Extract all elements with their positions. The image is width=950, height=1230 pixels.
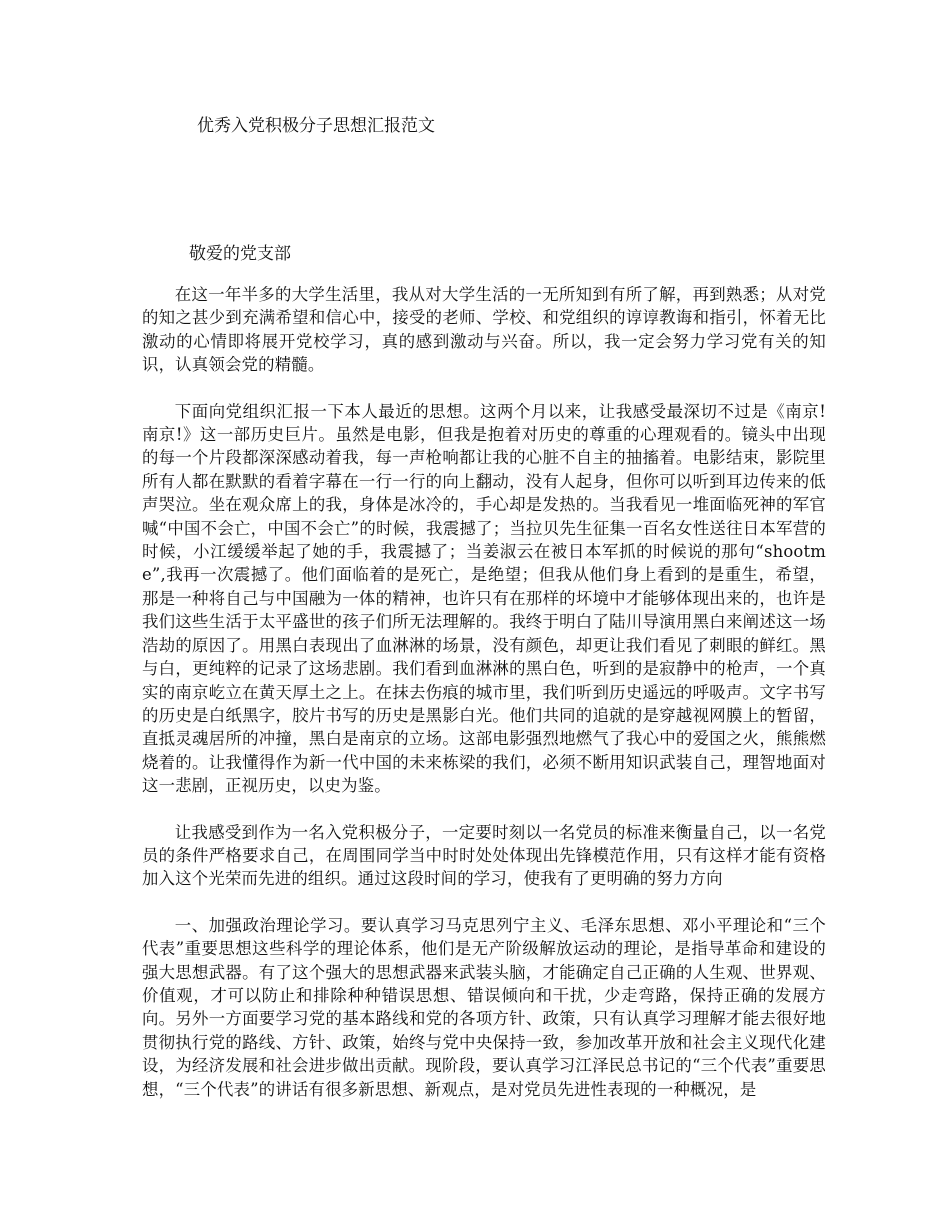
salutation: 敬爱的党支部	[189, 244, 291, 264]
document-body	[142, 283, 826, 1124]
paragraph-political-study: 一、加强政治理论学习。要认真学习马克思列宁主义、毛泽东思想、邓小平理论和“三个代表”重要思想这些科学的理论体系，他们是无产阶级解放运动的理论，是指导革命和建设的强大思想武器。有了这个强大的思想武器来武装头脑，才能确定自己正确的人生观、世界观、价值观，才可以防止和排除种种错误思想、错误倾向和干扰，少走弯路，保持正确的发展方向。另外一方面要学习党的基本路线和党的各项方针、政策，只有认真学习理解才能去很好地贯彻执行党的路线、方针、政策，始终与党中央保持一致，参加改革开放和社会主义现代化建设，为经济发展和社会进步做出贡献。现阶段，要认真学习江泽民总书记的“三个代表”重要思想，“三个代表”的讲话有很多新思想、新观点，是对党员先进性表现的一种概况，是	[142, 915, 826, 1099]
document-title: 优秀入党积极分子思想汇报范文	[197, 116, 435, 136]
paragraph-film-reflection: 下面向党组织汇报一下本人最近的思想。这两个月以来，让我感受最深切不过是《南京!南京!》这一部历史巨片。虽然是电影，但我是抱着对历史的尊重的心理观看的。镜头中出现的每一个片段都深深感动着我，每一声枪响都让我的心脏不自主的抽搐着。电影结束，影院里所有人都在默默的看着字幕在一行一行的向上翻动，没有人起身，但你可以听到耳边传来的低声哭泣。坐在观众席上的我，身体是冰冷的，手心却是发热的。当我看见一堆面临死神的军官喊“中国不会亡，中国不会亡”的时候，我震撼了；当拉贝先生征集一百名女性送往日本军营的时候，小江缓缓举起了她的手，我震撼了；当姜淑云在被日本军抓的时候说的那句“shootme”,我再一次震撼了。他们面临着的是死亡，是绝望；但我从他们身上看到的是重生，希望，那是一种将自己与中国融为一体的精神，也许只有在那样的坏境中才能够体现出来的，也许是我们这些生活于太平盛世的孩子们所无法理解的。我终于明白了陆川导演用黑白来阐述这一场浩劫的原因了。用黑白表现出了血淋淋的场景，没有颜色，却更让我们看见了刺眼的鲜红。黑与白，更纯粹的记录了这场悲剧。我们看到血淋淋的黑白色，听到的是寂静中的枪声，一个真实的南京屹立在黄天厚土之上。在抹去伤痕的城市里，我们听到历史遥远的呼吸声。文字书写的历史是白纸黑字，胶片书写的历史是黑影白光。他们共同的追就的是穿越视网膜上的暂留，直抵灵魂居所的冲撞，黑白是南京的立场。这部电影强烈地燃气了我心中的爱国之火，熊熊燃烧着的。让我懂得作为新一代中国的未来栋梁的我们，必须不断用知识武装自己，理智地面对这一悲剧，正视历史，以史为鉴。	[142, 401, 826, 796]
paragraph-intro: 在这一年半多的大学生活里，我从对大学生活的一无所知到有所了解，再到熟悉；从对党的知之甚少到充满希望和信心中，接受的老师、学校、和党组织的谆谆教诲和指引，怀着无比激动的心情即将展开党校学习，真的感到激动与兴奋。所以，我一定会努力学习党有关的知识，认真领会党的精髓。	[142, 285, 826, 375]
paragraph-standards: 让我感受到作为一名入党积极分子，一定要时刻以一名党员的标准来衡量自己，以一名党员的条件严格要求自己，在周围同学当中时时处处体现出先锋模范作用，只有这样才能有资格加入这个光荣而先进的组织。通过这段时间的学习，使我有了更明确的努力方向	[142, 822, 826, 889]
